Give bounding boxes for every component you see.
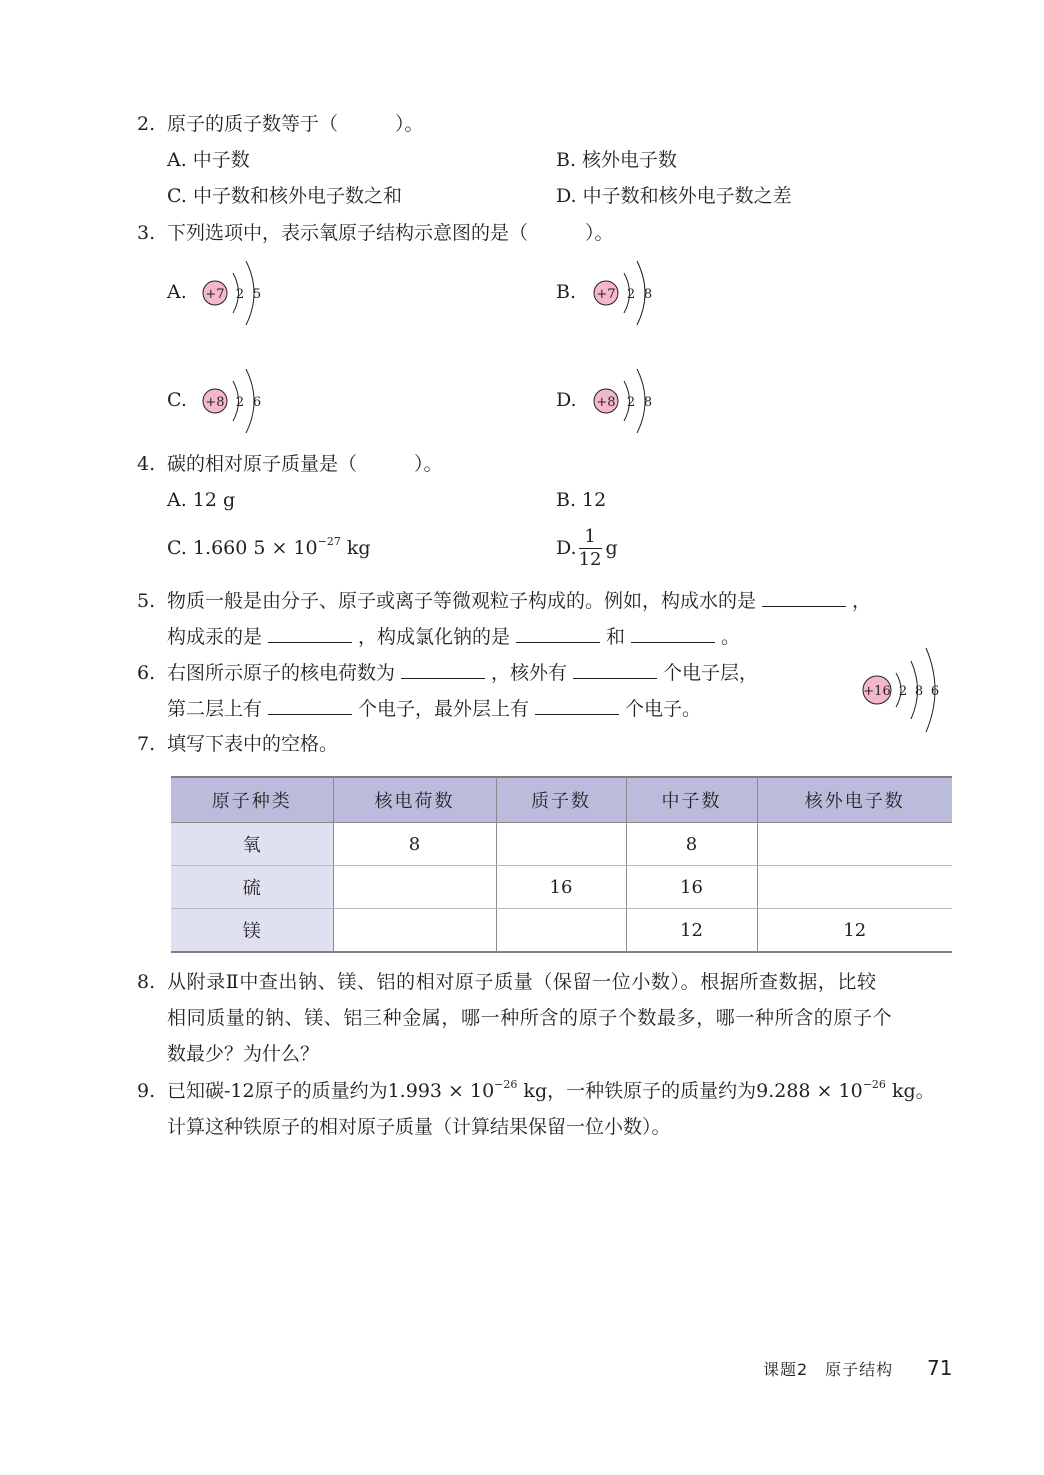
q4-option-d <box>556 524 618 572</box>
shell-electrons: 8 <box>643 287 653 302</box>
q3-option-a-label: A. <box>167 281 187 303</box>
q6-line-2-text-c: 个电子。 <box>625 698 702 720</box>
q4-text: 碳的相对原子质量是（ ）。 <box>167 453 443 475</box>
q2-number: 2. <box>137 113 156 135</box>
table-cell <box>757 823 952 866</box>
q5-line-1-end: ， <box>852 590 872 612</box>
table-header-cell: 核外电子数 <box>757 777 952 823</box>
table-row <box>171 866 952 909</box>
q9-line-1 <box>167 1078 935 1102</box>
answer-blank <box>401 664 485 679</box>
q2-text: 原子的质子数等于（ ）。 <box>167 113 424 135</box>
answer-blank <box>268 700 352 715</box>
q9-number: 9. <box>137 1080 156 1102</box>
q4-option-d-fraction <box>578 525 602 570</box>
q8-number: 8. <box>137 971 156 993</box>
q3-option-b-atom-diagram <box>591 258 661 328</box>
table-cell: 8 <box>333 823 496 866</box>
table-cell: 16 <box>626 866 757 909</box>
table-cell: 12 <box>626 909 757 953</box>
nucleus-charge: +8 <box>205 395 225 410</box>
q4-option-c <box>167 535 371 559</box>
table-cell: 硫 <box>171 866 333 909</box>
q3-option-a-atom-diagram <box>200 258 270 328</box>
footer-topic: 课题2 原子结构 <box>763 1360 894 1379</box>
q2-option-a: A. 中子数 <box>167 149 250 171</box>
shell-electrons: 5 <box>252 287 262 302</box>
shell-electrons: 2 <box>235 287 245 302</box>
table-cell <box>496 909 626 953</box>
q4-option-d-unit: g <box>605 536 618 559</box>
table-row <box>171 909 952 953</box>
q4-option-c-mantissa: C. 1.660 5 × 10 <box>167 537 318 559</box>
q6-line-2-text-b: 个电子，最外层上有 <box>358 698 530 720</box>
q9-line-1-text-b: kg，一种铁原子的质量约为9.288 × 10 <box>517 1080 863 1102</box>
table-header-cell: 质子数 <box>496 777 626 823</box>
q4-number: 4. <box>137 453 156 475</box>
table-cell <box>496 823 626 866</box>
q2-option-b: B. 核外电子数 <box>556 149 678 171</box>
shell-electrons: 8 <box>914 684 924 699</box>
q6-line-2 <box>167 700 701 719</box>
q2-option-d: D. 中子数和核外电子数之差 <box>556 185 792 207</box>
table-header-cell: 原子种类 <box>171 777 333 823</box>
table-cell: 氧 <box>171 823 333 866</box>
q6-number: 6. <box>137 662 156 684</box>
q5-line-2-text-b: ，构成氯化钠的是 <box>358 626 511 648</box>
q6-atom-diagram <box>860 645 944 735</box>
fraction-numerator: 1 <box>579 528 602 549</box>
q6-line-1-text-c: 个电子层， <box>663 662 759 684</box>
shell-electrons: 2 <box>626 395 636 410</box>
shell-electrons: 6 <box>930 684 940 699</box>
answer-blank <box>631 628 715 643</box>
table-cell <box>333 909 496 953</box>
table-header-cell: 中子数 <box>626 777 757 823</box>
answer-blank <box>535 700 619 715</box>
q9-exponent-2: −26 <box>862 1078 886 1091</box>
q5-line-2 <box>167 628 740 647</box>
answer-blank <box>762 592 846 607</box>
q4-option-d-label: D. <box>556 536 577 559</box>
q6-line-2-text-a: 第二层上有 <box>167 698 263 720</box>
shell-electrons: 8 <box>643 395 653 410</box>
q4-option-c-unit: kg <box>340 537 371 559</box>
q3-option-d-atom-diagram <box>591 366 661 436</box>
nucleus-charge: +16 <box>863 684 891 699</box>
q5-line-2-text-c: 和 <box>606 626 626 648</box>
nucleus-charge: +8 <box>596 395 616 410</box>
q6-line-1-text-b: ，核外有 <box>491 662 568 684</box>
q8-line-2: 相同质量的钠、镁、铝三种金属，哪一种所含的原子个数最多，哪一种所含的原子个 <box>167 1007 893 1029</box>
table-cell: 12 <box>757 909 952 953</box>
q8-line-3: 数最少？为什么？ <box>167 1043 320 1065</box>
q6-line-1-text-a: 右图所示原子的核电荷数为 <box>167 662 396 684</box>
page-number: 71 <box>927 1356 953 1380</box>
shell-electrons: 2 <box>898 684 908 699</box>
q5-line-2-text-d: 。 <box>721 626 741 648</box>
fraction-denominator: 12 <box>578 548 602 570</box>
table-cell <box>333 866 496 909</box>
q3-option-b-label: B. <box>556 281 577 303</box>
q6-line-1 <box>167 664 758 683</box>
q3-text: 下列选项中，表示氧原子结构示意图的是（ ）。 <box>167 222 614 244</box>
q9-line-1-text-a: 已知碳-12原子的质量约为1.993 × 10 <box>167 1080 495 1102</box>
q5-number: 5. <box>137 590 156 612</box>
table-row <box>171 823 952 866</box>
shell-electrons: 2 <box>626 287 636 302</box>
answer-blank <box>268 628 352 643</box>
answer-blank <box>573 664 657 679</box>
q3-number: 3. <box>137 222 156 244</box>
table-cell: 镁 <box>171 909 333 953</box>
q3-option-c-atom-diagram <box>200 366 270 436</box>
q5-line-1 <box>167 592 871 611</box>
q5-line-2-text-a: 构成汞的是 <box>167 626 263 648</box>
nucleus-charge: +7 <box>205 287 225 302</box>
q3-option-d-label: D. <box>556 389 577 411</box>
nucleus-charge: +7 <box>596 287 616 302</box>
q3-option-c-label: C. <box>167 389 187 411</box>
q5-line-1-text: 物质一般是由分子、原子或离子等微观粒子构成的。例如，构成水的是 <box>167 590 757 612</box>
shell-electrons: 2 <box>235 395 245 410</box>
table-header-row <box>171 777 952 823</box>
q4-option-b: B. 12 <box>556 489 607 511</box>
table-cell: 16 <box>496 866 626 909</box>
q8-line-1: 从附录Ⅱ中查出钠、镁、铝的相对原子质量（保留一位小数）。根据所查数据，比较 <box>167 971 877 993</box>
table-header-cell: 核电荷数 <box>333 777 496 823</box>
q2-option-c: C. 中子数和核外电子数之和 <box>167 185 402 207</box>
q4-option-a: A. 12 g <box>167 489 236 511</box>
q9-exponent-1: −26 <box>494 1078 518 1091</box>
q9-line-1-text-c: kg。 <box>885 1080 935 1102</box>
q4-option-c-exponent: −27 <box>317 535 341 548</box>
q7-text: 填写下表中的空格。 <box>167 733 339 755</box>
table-cell: 8 <box>626 823 757 866</box>
shell-electrons: 6 <box>252 395 262 410</box>
table-cell <box>757 866 952 909</box>
atom-properties-table <box>171 776 952 953</box>
answer-blank <box>516 628 600 643</box>
q7-number: 7. <box>137 733 156 755</box>
q9-line-2: 计算这种铁原子的相对原子质量（计算结果保留一位小数）。 <box>167 1116 671 1138</box>
